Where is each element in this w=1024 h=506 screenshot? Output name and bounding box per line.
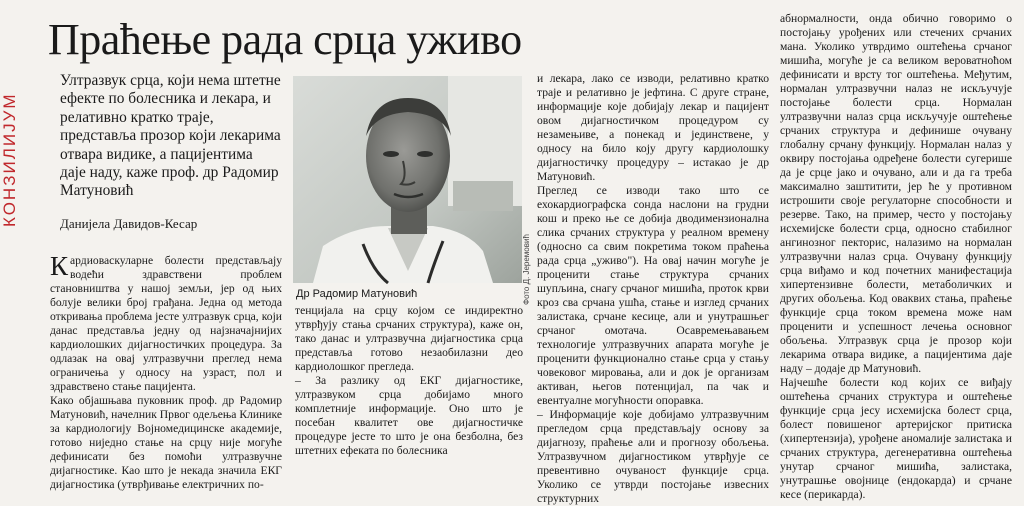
byline: Данијела Давидов-Кесар: [60, 216, 198, 231]
column-1: [50, 240, 282, 491]
photo-caption: Др Радомир Матуновић: [296, 288, 418, 300]
lead-paragraph: Ултразвук срца, који нема штетне ефекте по болесника и лекара, и релативно кратко траје, представља прозор који лекарима отвара видике, а пацијентима даје наду, каже проф. др Радомир Матуновић: [60, 72, 281, 200]
column-2-bottom: тенцијала на срцу којом се индиректно утврђују стања срчаних структура), каже он, тако данас и ултразвучна дијагностика срца представља готово незаобилазни део кардиолошког прегледа. – За разлику од ЕКГ дијагностике, ултразвуком срца добијамо много комплетније информације. Оно што је посебан квалитет ове дијагностичке процедуре јесте то што је она безболна, без штетних ефеката по болесника: [295, 304, 523, 457]
portrait-photo: [293, 76, 522, 283]
column-4: абнормалности, онда обично говоримо о постојању урођених или стечених срчаних мана. Уколико утврдимо оштећења срчаног мишића, могуће је са великом вероватноћом дефинисати и врсту тог оштећења. Међутим, нормалан ултразвучни налаз не искључује постојање болести срца. Нормалан ултразвучни налаз срца искључује оштећење срчаних структура и дефинише очувану глобалну срчану функцију. Нормалан налаз у оквиру постојања одређене болести сугерише да је срце јако и очувано, али и да га треба максимално заштитити, јер ће у противном истрошити своје регулаторне способности и резерве. Тако, на пример, често у постојању исхемијске болести срца, односно стабилног ангинозног пекторис, налазимо на нормалан ултразвучни налаз срца. Очувану функцију срца виђамо и код почетних манифестација хипертензивне болести, метаболичких и других обољења. Код оваквих стања, праћење функције срца током времена може нам проценити и успешност лечења основног обољења. Ултразвук срца је прозор који лекарима отвара видике, а пацијентима даје наду – додаје др Матуновић. Најчешће болести код којих се виђају оштећења срчаних структура и оштећење функције срца јесу исхемијска болест срца, болест повишеног артеријског притиска (хипертензија), урођене аномалије залистака и срчаних структура, дегенеративна оштећења унутар срчаног мишића, залистака, унутрашње овојнице (ендокарда) и срчане кесе (перикарда).: [780, 12, 1012, 501]
photo-credit: Фото Д. Јеремовић: [522, 234, 531, 305]
column-3: и лекара, лако се изводи, релативно кратко траје и релативно је јефтина. С друге стране, информације које добијају лекар и пацијент овом дијагностичком процедуром су незамењиве, а понекад и јединствене, у односу на било коју другу кардиолошку дијагностичку процедуру – истакао је др Матуновић. Преглед се изводи тако што се ехокардиографска сонда наслони на грудни кош и преко ње се добија дводимензионална слика срчаних структура у реалном времену (односно са свим покретима током праћења рада срца „уживо"). На овај начин могуће је проценити стање структура срчаних шупљина, снагу срчаног мишића, проток крви кроз сва срчана ушћа, стање и изглед срчаних залистака, срчане кесице, али и унутрашњег срчаног омотача. Осавремењавањем технологије ултразвучних апарата могуће је проценити функционално стање срца у стању човековог мировања, али и док је организам активан, његов потенцијал, па чак и евентуалне могућности опоравка. – Информације које добијамо ултразвучним прегледом срца представљају основу за дијагнозу, праћење али и прогнозу обољења. Ултразвучном дијагностиком утврђује се превентивно очуваност функције срца. Уколико се утврди постојање извесних структурних: [537, 72, 769, 505]
headline: Праћење рада срца уживо: [48, 15, 522, 64]
drop-cap: К: [50, 251, 69, 281]
section-label: КОНЗИЛИЈУМ: [0, 92, 19, 228]
column-1-text: ардиоваскуларне болести представљају водећи здравствени проблем становништва у нашој земљи, јер од њих болује велики број грађана. Једна од метода откривања проблема јесте ултразвук срца, који данас представља једну од најзначајнијих кардиолошких дијагностичких процедура. За одлазак на овај ултразвучни преглед нема ограничења у односу на узраст, пол и здравствено стање пацијента. Како објашњава пуковник проф. др Радомир Матуновић, начелник Првог одељења Клинике за кардиологију Војномедицинске академије, готово ниједно стање на срцу није могуће дефинисати без помоћи ултразвучне дијагностике. Као што је некада значила ЕКГ дијагностика (утврђивање електричних по-: [50, 254, 282, 491]
portrait-illustration: [293, 76, 522, 283]
